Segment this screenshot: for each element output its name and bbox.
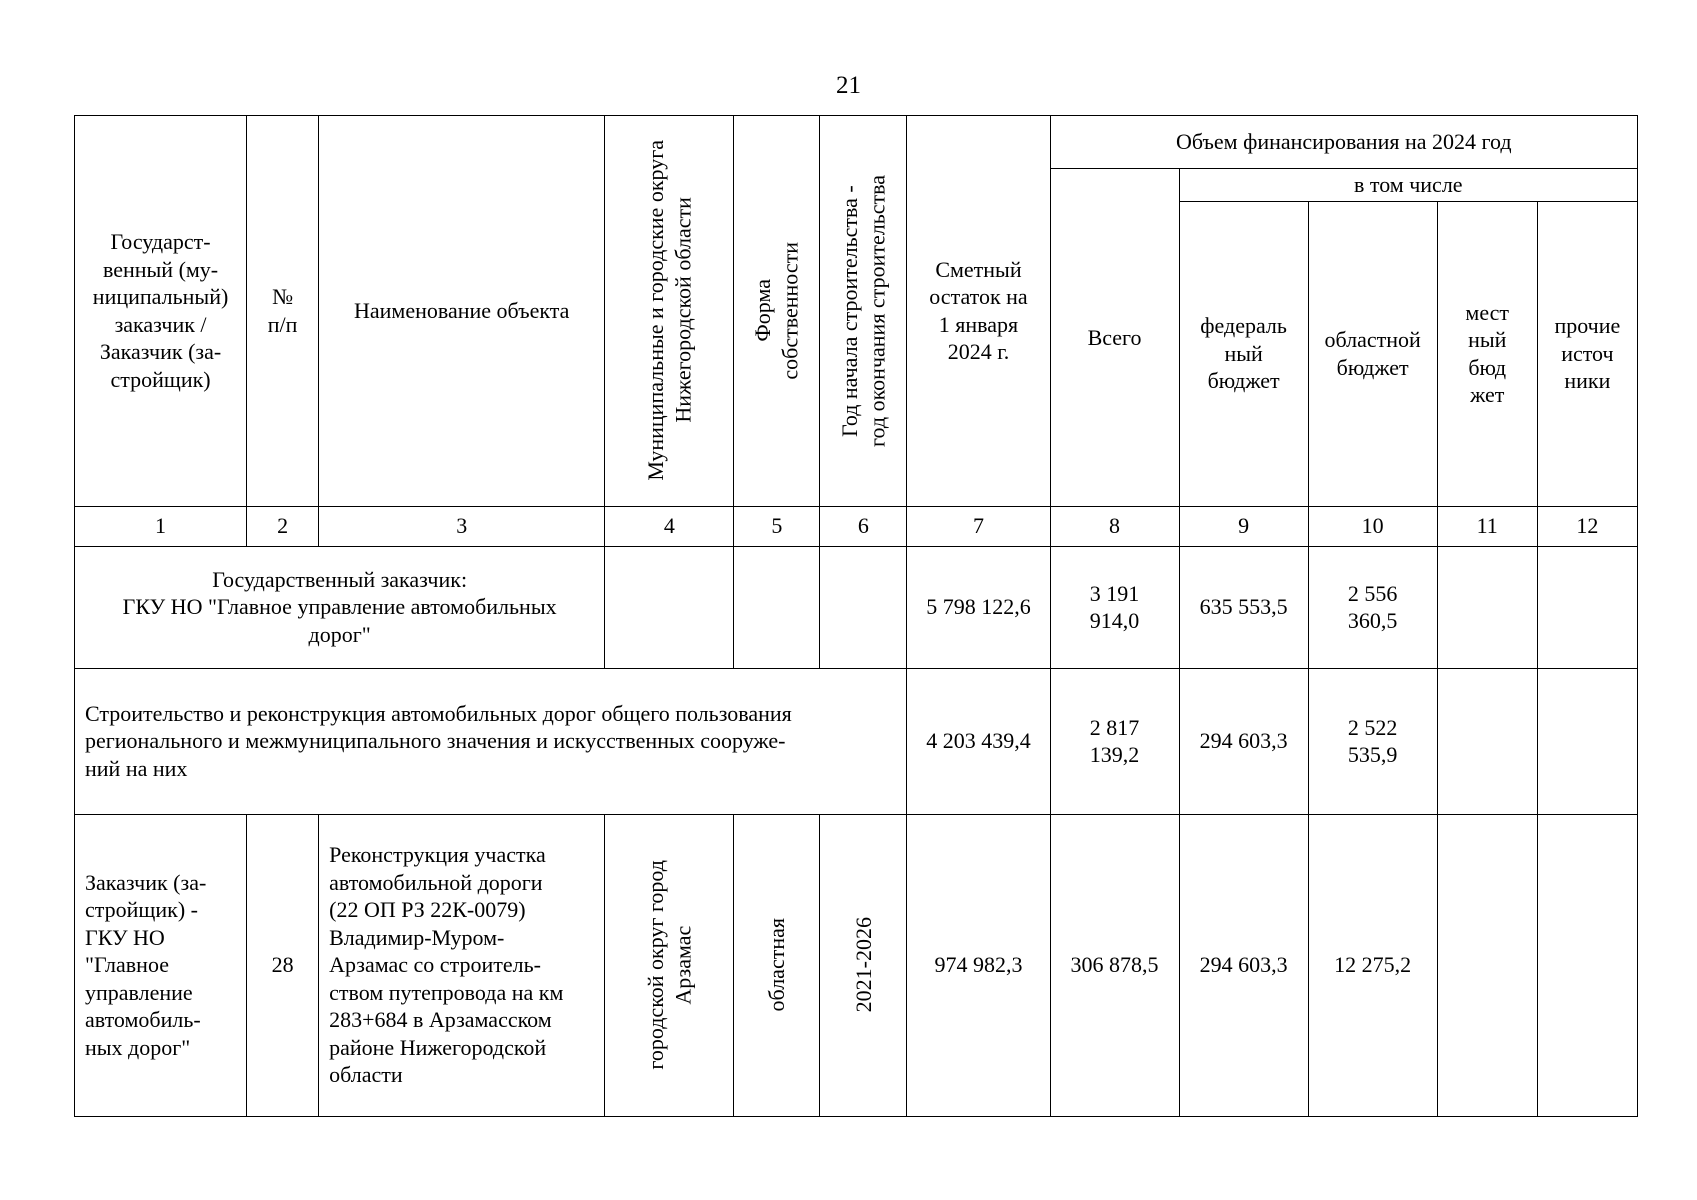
col-number: 10 — [1308, 506, 1437, 546]
empty-cell — [734, 546, 820, 668]
header-years: Год начала строительства - год окончания строительства — [820, 116, 907, 507]
item-total: 306 878,5 — [1050, 814, 1179, 1116]
financing-table — [74, 115, 1638, 1117]
item-federal: 294 603,3 — [1179, 814, 1308, 1116]
header-including: в том числе — [1179, 169, 1637, 202]
header-total: Всего — [1050, 169, 1179, 507]
section-remainder: 4 203 439,4 — [907, 668, 1050, 814]
col-number: 12 — [1537, 506, 1637, 546]
customer-total-remainder: 5 798 122,6 — [907, 546, 1050, 668]
item-regional: 12 275,2 — [1308, 814, 1437, 1116]
item-ownership: областная — [734, 814, 820, 1116]
empty-cell — [820, 546, 907, 668]
col-number: 2 — [247, 506, 319, 546]
col-number: 11 — [1437, 506, 1537, 546]
header-remainder: Сметный остаток на 1 января 2024 г. — [907, 116, 1050, 507]
item-number: 28 — [247, 814, 319, 1116]
header-municipal: Муниципальные и городские округа Нижегородской области — [605, 116, 734, 507]
header-customer: Государст- венный (му- ниципальный) заказчик / Заказчик (за- стройщик) — [75, 116, 247, 507]
page-number: 21 — [836, 72, 861, 99]
section-local — [1437, 668, 1537, 814]
customer-total-label: Государственный заказчик: ГКУ НО "Главное управление автомобильных дорог" — [75, 546, 605, 668]
customer-total-federal: 635 553,5 — [1179, 546, 1308, 668]
item-local — [1437, 814, 1537, 1116]
customer-total-local — [1437, 546, 1537, 668]
customer-total-total: 3 191 914,0 — [1050, 546, 1179, 668]
customer-total-row — [75, 546, 1638, 668]
section-regional: 2 522 535,9 — [1308, 668, 1437, 814]
col-number: 7 — [907, 506, 1050, 546]
section-row — [75, 668, 1638, 814]
header-federal: федераль ный бюджет — [1179, 201, 1308, 506]
customer-total-regional: 2 556 360,5 — [1308, 546, 1437, 668]
header-local: мест ный бюд жет — [1437, 201, 1537, 506]
section-other — [1537, 668, 1637, 814]
item-customer: Заказчик (за- стройщик) - ГКУ НО "Главное управление автомобиль- ных дорог" — [75, 814, 247, 1116]
section-label: Строительство и реконструкция автомобильных дорог общего пользования регионального и межмуниципального значения и искусственных сооруже- ний на них — [75, 668, 907, 814]
item-object-name: Реконструкция участка автомобильной дороги (22 ОП РЗ 22К-0079) Владимир-Муром- Арзамас со строитель- ством путепровода на км 283+684 в Арзамасском районе Нижегородской области — [319, 814, 605, 1116]
item-years: 2021-2026 — [820, 814, 907, 1116]
item-municipal: городской округ город Арзамас — [605, 814, 734, 1116]
header-financing: Объем финансирования на 2024 год — [1050, 116, 1637, 169]
col-number: 4 — [605, 506, 734, 546]
col-number: 8 — [1050, 506, 1179, 546]
col-number: 1 — [75, 506, 247, 546]
item-remainder: 974 982,3 — [907, 814, 1050, 1116]
col-number: 9 — [1179, 506, 1308, 546]
empty-cell — [605, 546, 734, 668]
header-ownership: Форма собственности — [734, 116, 820, 507]
item-row — [75, 814, 1638, 1116]
header-other: прочие источ ники — [1537, 201, 1637, 506]
column-numbers-row — [75, 506, 1638, 546]
header-object-name: Наименование объекта — [319, 116, 605, 507]
col-number: 6 — [820, 506, 907, 546]
header-number: № п/п — [247, 116, 319, 507]
section-federal: 294 603,3 — [1179, 668, 1308, 814]
col-number: 3 — [319, 506, 605, 546]
customer-total-other — [1537, 546, 1637, 668]
section-total: 2 817 139,2 — [1050, 668, 1179, 814]
col-number: 5 — [734, 506, 820, 546]
header-regional: областной бюджет — [1308, 201, 1437, 506]
item-other — [1537, 814, 1637, 1116]
